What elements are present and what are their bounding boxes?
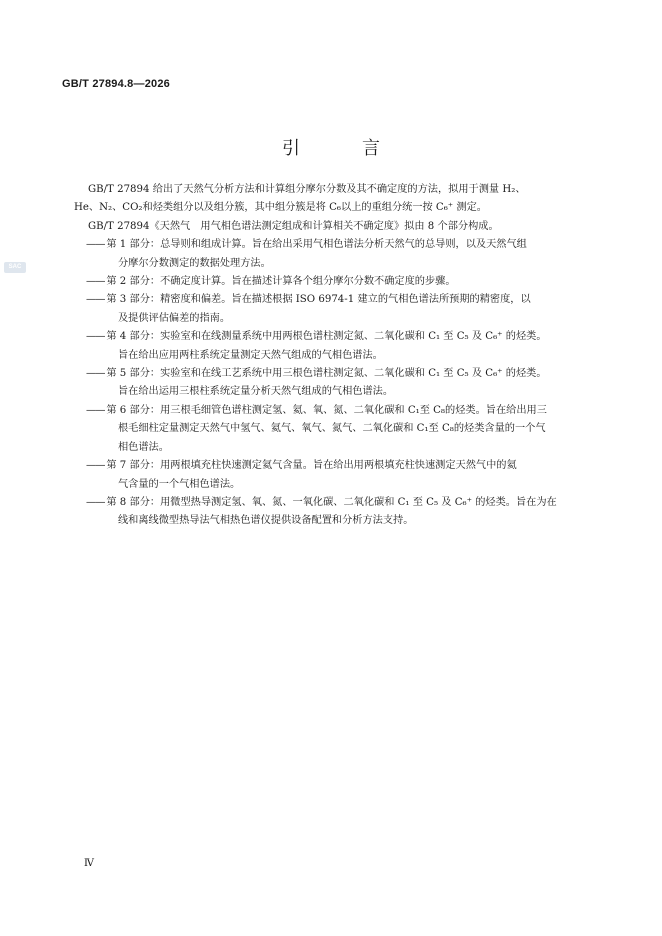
list-text: 第 1 部分：总导则和组成计算。旨在给出采用气相色谱法分析天然气的总导则，以及天然气组 (106, 239, 527, 251)
part-item-8-line-1 (86, 494, 600, 512)
list-text: 及提供评估偏差的指南。 (118, 312, 231, 324)
list-dash: —— (86, 331, 105, 343)
list-dash: —— (86, 239, 105, 251)
list-text: 第 8 部分：用微型热导测定氢、氧、氮、一氧化碳、二氧化碳和 C₁ 至 C₅ 及 C₆⁺ 的烃类。旨在为在 (106, 496, 557, 508)
list-text: 第 3 部分：精密度和偏差。旨在描述根据 ISO 6974-1 建立的气相色谱法所预期的精密度，以 (106, 294, 531, 306)
list-dash: —— (86, 276, 105, 288)
list-text: 旨在给出运用三根柱系统定量分析天然气组成的气相色谱法。 (118, 386, 394, 398)
page-title: 引 言 (282, 138, 402, 159)
page-number: Ⅳ (84, 858, 94, 869)
parts-list (88, 236, 600, 531)
list-text: 旨在给出应用两柱系统定量测定天然气组成的气相色谱法。 (118, 349, 383, 361)
list-text: 第 7 部分：用两根填充柱快速测定氦气含量。旨在给出用两根填充柱快速测定天然气中的氦 (106, 460, 517, 472)
part-item-1-line-1 (86, 236, 600, 254)
list-dash: —— (86, 496, 105, 508)
sac-side-mark: SAC (4, 262, 26, 273)
intro-line-1: GB/T 27894 给出了天然气分析方法和计算组分摩尔分数及其不确定度的方法，拟用于测量 H₂、 (88, 184, 526, 195)
intro-line-2: He、N₂、CO₂和烃类组分以及组分簇，其中组分簇是将 C₆以上的重组分统一按 C₆⁺ 测定。 (74, 202, 487, 214)
part-item-4-line-1 (86, 328, 600, 346)
list-text: 第 6 部分：用三根毛细管色谱柱测定氢、氦、氧、氮、二氧化碳和 C₁至 C₈的烃类。旨在给出用三 (106, 404, 547, 416)
part-item-4-line-2 (88, 347, 600, 365)
standard-code: GB/T 27894.8—2026 (62, 78, 170, 90)
list-text: 气含量的一个气相色谱法。 (118, 478, 241, 490)
part-item-2-line-1 (86, 273, 600, 291)
list-text: 第 2 部分：不确定度计算。旨在描述计算各个组分摩尔分数不确定度的步骤。 (106, 276, 456, 288)
part-item-6-line-3 (88, 439, 600, 457)
list-text: 相色谱法。 (118, 441, 169, 453)
part-item-8-line-2 (88, 512, 600, 530)
part-item-7-line-1 (86, 457, 600, 475)
intro-paragraph-2: GB/T 27894《天然气 用气相色谱法测定组成和计算相关不确定度》拟由 8 个部分构成。 (88, 220, 499, 232)
list-dash: —— (86, 294, 105, 306)
list-dash: —— (86, 460, 105, 472)
list-dash: —— (86, 368, 105, 380)
part-item-5-line-1 (86, 365, 600, 383)
part-item-1-line-2 (88, 255, 600, 273)
part-item-6-line-1 (86, 402, 600, 420)
part-item-6-line-2 (88, 420, 600, 438)
list-text: 根毛细柱定量测定天然气中氢气、氦气、氧气、氮气、二氧化碳和 C₁至 C₈的烃类含量的一个气 (118, 423, 546, 435)
list-text: 第 4 部分：实验室和在线测量系统中用两根色谱柱测定氮、二氧化碳和 C₁ 至 C₅ 及 C₆⁺ 的烃类。 (106, 331, 547, 343)
part-item-3-line-2 (88, 310, 600, 328)
list-text: 分摩尔分数测定的数据处理方法。 (118, 257, 271, 269)
part-item-7-line-2 (88, 476, 600, 494)
list-dash: —— (86, 404, 105, 416)
list-text: 第 5 部分：实验室和在线工艺系统中用三根色谱柱测定氮、二氧化碳和 C₁ 至 C₅ 及 C₆⁺ 的烃类。 (106, 368, 547, 380)
list-text: 线和离线微型热导法气相热色谱仪提供设备配置和分析方法支持。 (118, 515, 414, 527)
part-item-5-line-2 (88, 383, 600, 401)
part-item-3-line-1 (86, 291, 600, 309)
document-body (74, 181, 600, 531)
